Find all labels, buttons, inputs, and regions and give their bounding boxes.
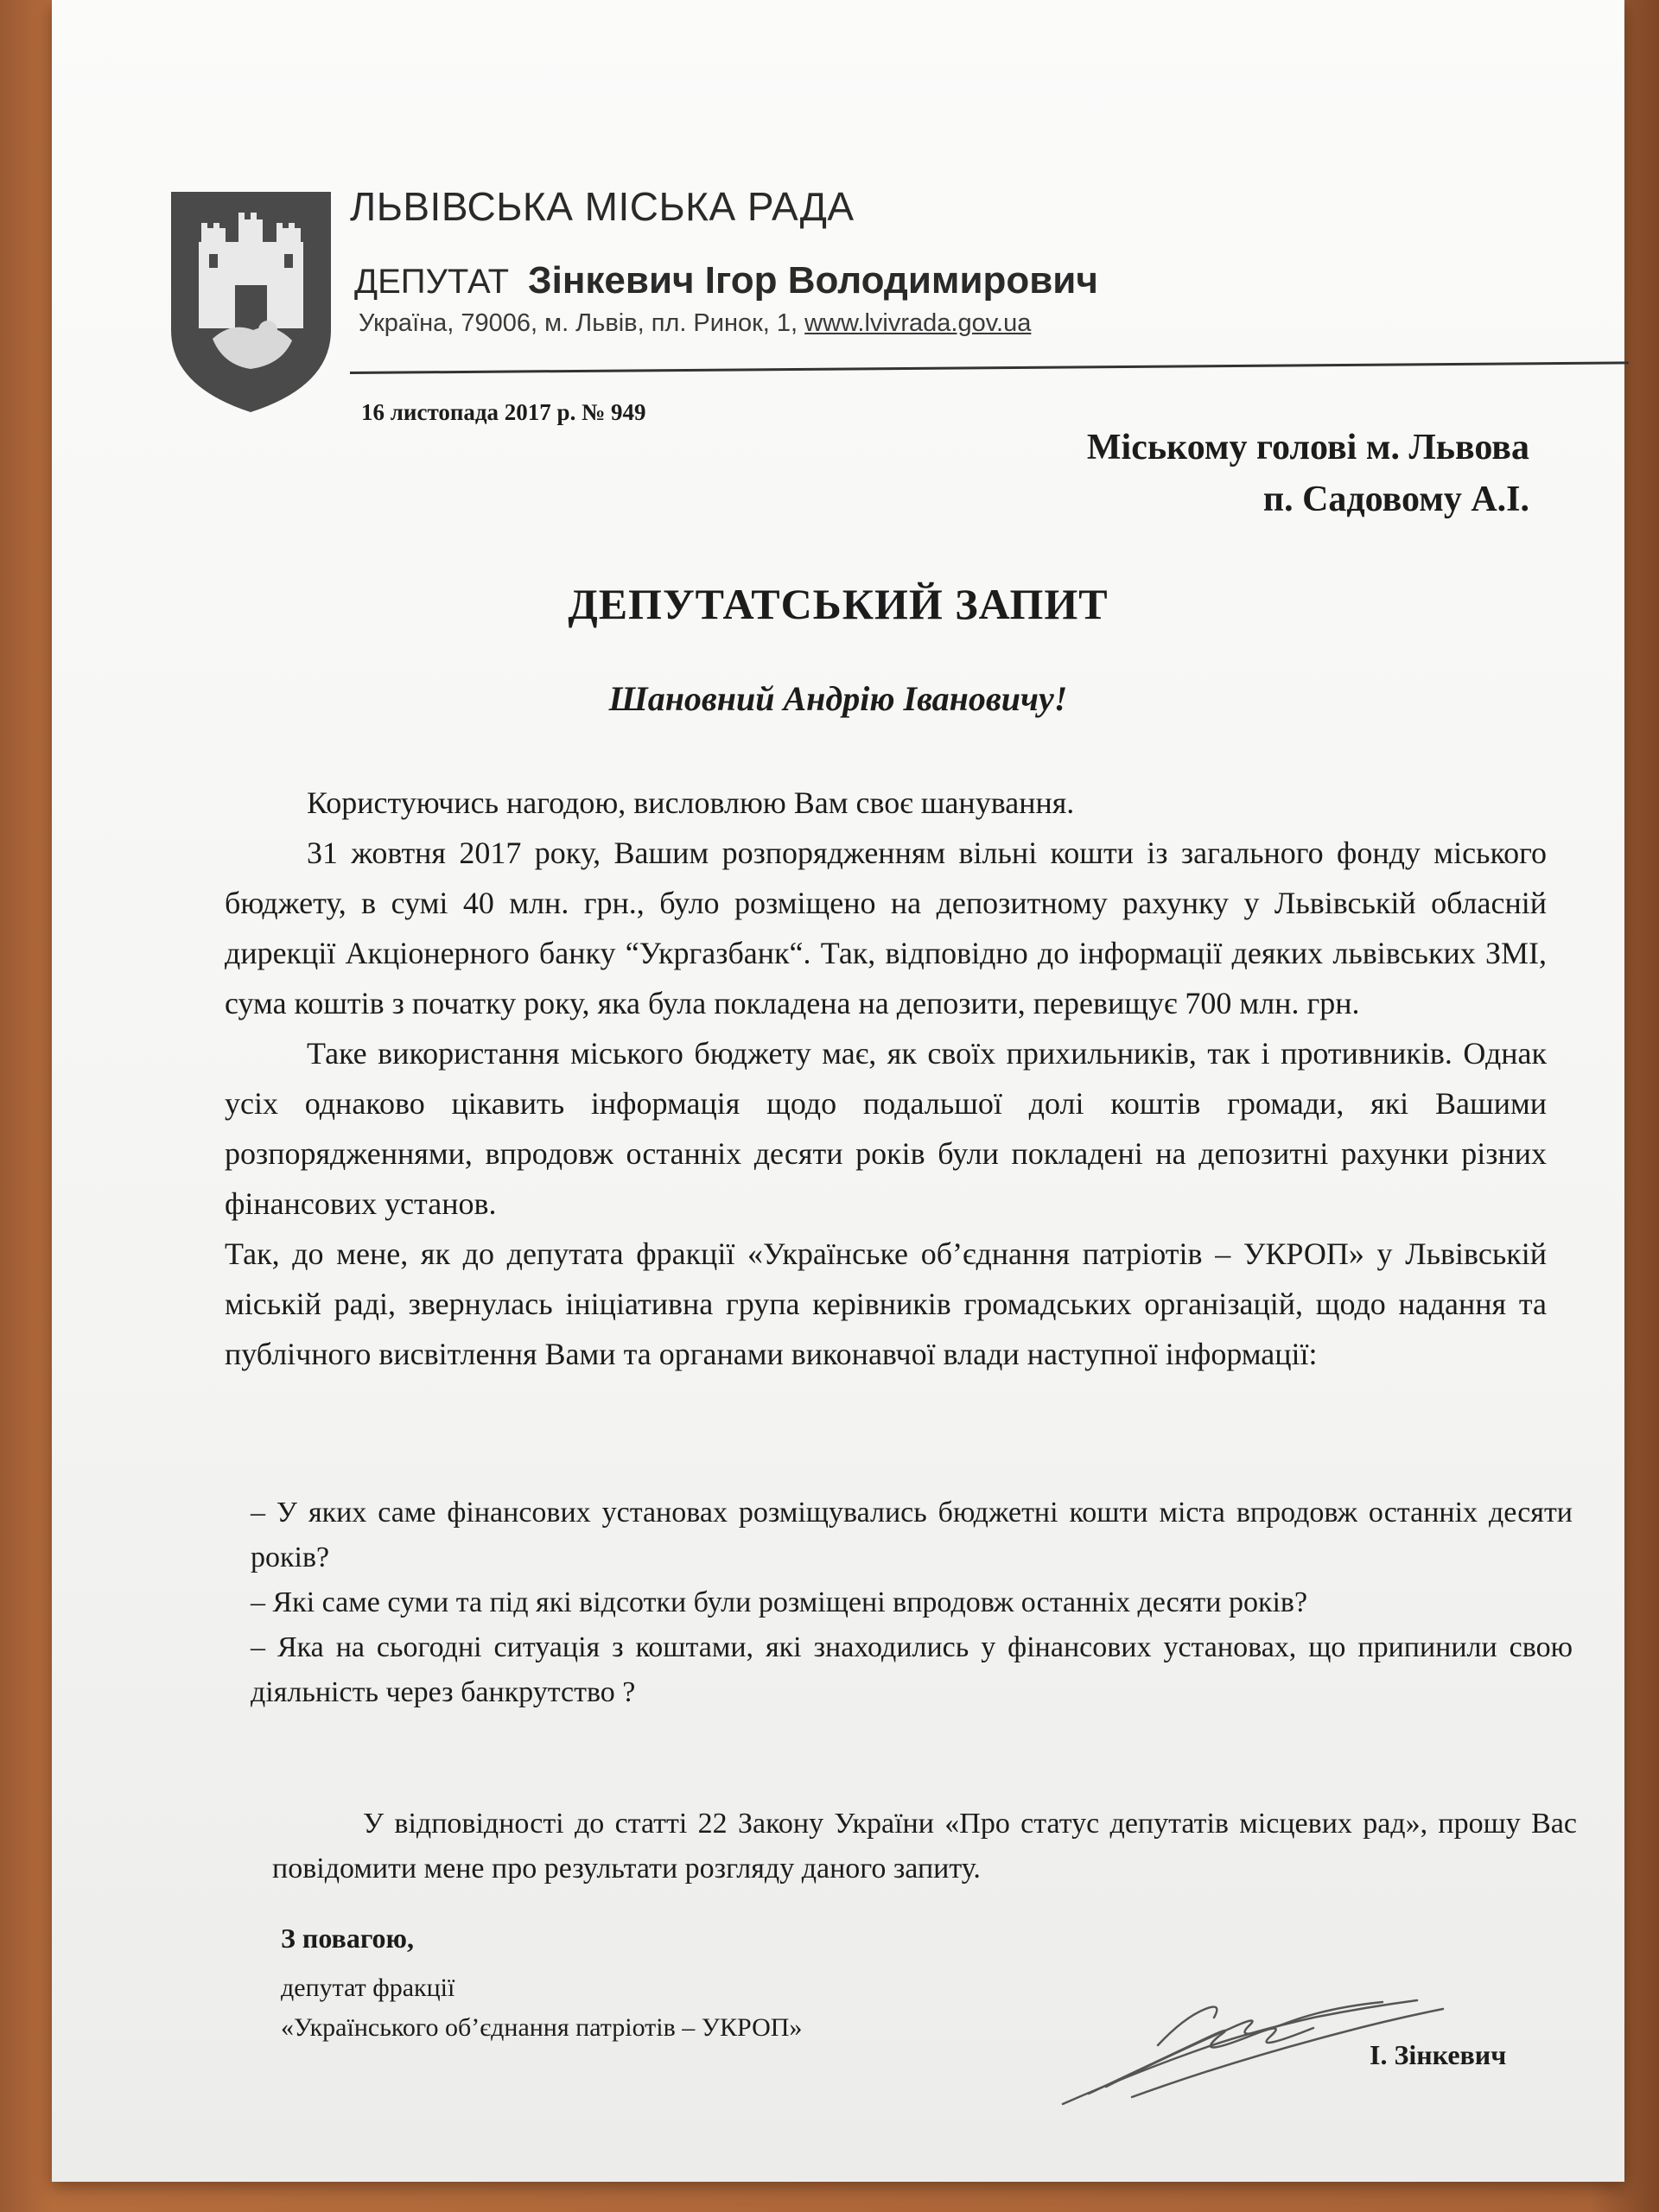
header-divider [350, 361, 1629, 374]
document-title: ДЕПУТАТСЬКИЙ ЗАПИТ [568, 580, 1109, 628]
addressee-line-1: Міському голові м. Львова [1086, 428, 1529, 467]
council-name: ЛЬВІВСЬКА МІСЬКА РАДА [350, 184, 855, 229]
council-address [359, 309, 1031, 338]
addressee-line-2: п. Садовому А.І. [1262, 480, 1529, 519]
signatory-role [281, 1968, 802, 2048]
deputy-label: ДЕПУТАТ [354, 263, 510, 301]
deputy-name: Зінкевич Ігор Володимирович [528, 259, 1098, 302]
registration-number: 16 листопада 2017 р. № 949 [361, 399, 646, 425]
website-link[interactable]: www.lvivrada.gov.ua [804, 309, 1032, 337]
closing-paragraph: У відповідності до статті 22 Закону України «Про статус депутатів місцевих рад», прошу Вас повідомити мене про результати розгляду даного запиту. [272, 1808, 1577, 1885]
letter-page [52, 0, 1624, 2182]
paragraph-1: Користуючись нагодою, висловлюю Вам своє шанування. [307, 785, 1075, 820]
paragraph-2: 31 жовтня 2017 року, Вашим розпорядженням вільні кошти із загального фонду міського бюджету, в сумі 40 млн. грн., було розміщено на депозитному рахунку у Львівській обласній дирекції Акціонерного банку “Укргазбанк“. Так, відповідно до інформації деяких львівських ЗМІ, сума коштів з початку року, яка була покладена на депозити, перевищує 700 млн. грн. [225, 836, 1547, 1020]
question-3: – Яка на сьогодні ситуація з коштами, які знаходились у фінансових установах, що припинили свою діяльність через банкрутство ? [251, 1631, 1573, 1708]
signatory-role-line-1: депутат фракції [281, 1974, 455, 2002]
addressee [1087, 422, 1529, 525]
deputy-heading [354, 259, 1098, 302]
question-list [251, 1491, 1573, 1715]
question-2: – Які саме суми та під які відсотки були розміщені впродовж останніх десяти років? [251, 1586, 1308, 1618]
salutation: Шановний Андрію Івановичу! [608, 679, 1068, 718]
signatory-name: І. Зінкевич [1370, 2039, 1507, 2070]
letter-body [225, 778, 1547, 1379]
signatory-role-line-2: «Українського об’єднання патріотів – УКРОП» [281, 2013, 803, 2042]
paragraph-3: Таке використання міського бюджету має, як своїх прихильників, так і противників. Однак усіх однаково цікавить інформація щодо подальшої долі коштів громади, які Вашими розпорядженнями, впродовж останніх десяти років були покладені на депозитні рахунки різних фінансових установ. [225, 1036, 1547, 1221]
question-1: – У яких саме фінансових установах розміщувались бюджетні кошти міста впродовж останніх десяти років? [251, 1497, 1573, 1573]
lviv-coat-of-arms-icon [171, 192, 331, 412]
address-text: Україна, 79006, м. Львів, пл. Ринок, 1, [359, 309, 798, 337]
regards: З повагою, [281, 1923, 414, 1954]
paragraph-4: Так, до мене, як до депутата фракції «Українське об’єднання патріотів – УКРОП» у Львівській міській раді, звернулась ініціативна група керівників громадських організацій, щодо надання та публічного висвітлення Вами та органами виконавчої влади наступної інформації: [225, 1236, 1547, 1371]
